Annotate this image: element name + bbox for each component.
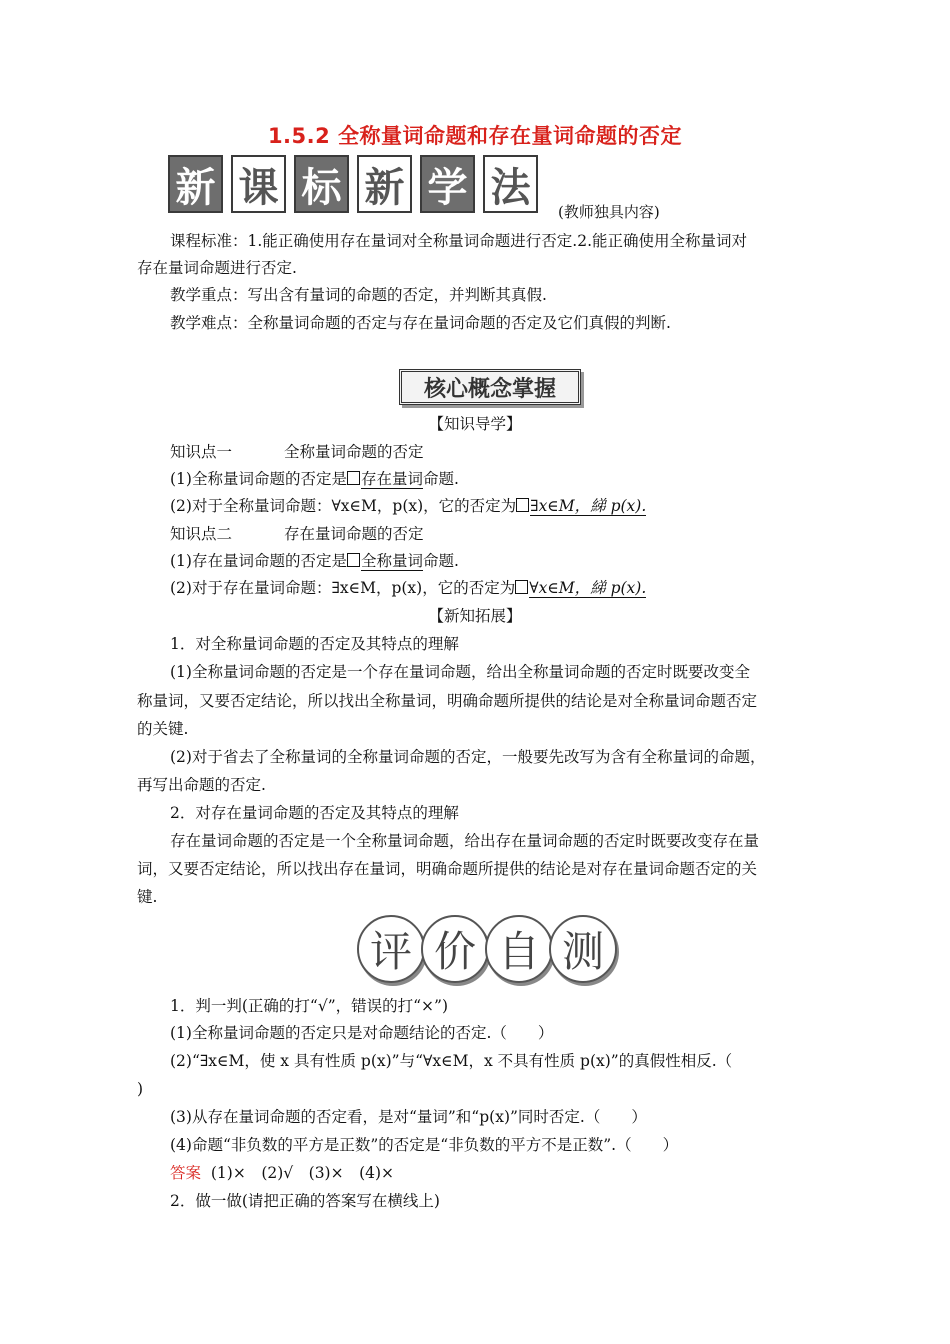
page-title: 1.5.2 全称量词命题和存在量词命题的否定 [267, 124, 683, 148]
paragraph-line: 存在量词命题的否定是一个全称量词命题，给出存在量词命题的否定时既要改变存在量 [170, 832, 760, 850]
banner-char: 课 [231, 155, 286, 213]
knowledge-guide-heading: 【知识导学】 [428, 415, 522, 433]
question-2-title: 2．做一做(请把正确的答案写在横线上) [170, 1192, 440, 1210]
kp-label: 知识点一 [170, 443, 233, 461]
answer-label: 答案 [170, 1164, 202, 1182]
question-1-title: 1．判一判(正确的打“√”，错误的打“×”) [170, 997, 449, 1015]
expand-item-title: 2．对存在量词命题的否定及其特点的理解 [170, 804, 459, 822]
teaching-key-point: 教学重点：写出含有量词的命题的否定，并判断其真假. [170, 286, 547, 304]
course-standard-line: 存在量词命题进行否定. [137, 259, 297, 277]
paragraph-line: 称量词，又要否定结论，所以找出全称量词，明确命题所提供的结论是对全称量词命题否定 [137, 692, 758, 710]
answer-line [170, 1162, 394, 1184]
section-core-concepts: 核心概念掌握 [399, 369, 581, 405]
answer-marker-icon [515, 580, 528, 594]
kp-title: 存在量词命题的否定 [284, 525, 424, 543]
banner-char: 评 [357, 915, 425, 983]
question-item: ) [137, 1080, 144, 1098]
answer-text: (1)× (2)√ (3)× (4)× [210, 1164, 395, 1182]
fill-answer: ∃x∈M，綈 p(x). [530, 497, 647, 515]
banner-char: 标 [294, 155, 349, 213]
kp2-statement-1: (1)存在量词命题的否定是 全称量词命题. [170, 552, 459, 570]
answer-marker-icon [516, 498, 529, 512]
kp1-statement-1: (1)全称量词命题的否定是 存在量词命题. [170, 470, 459, 488]
banner-char: 测 [549, 915, 617, 983]
paragraph-line: 词，又要否定结论，所以找出存在量词，明确命题所提供的结论是对存在量词命题否定的关 [137, 860, 758, 878]
course-standard-line: 课程标准：1.能正确使用存在量词对全称量词命题进行否定.2.能正确使用全称量词对 [170, 232, 748, 250]
teacher-note: (教师独具内容) [558, 203, 660, 221]
kp-title: 全称量词命题的否定 [284, 443, 424, 461]
kp2-statement-2: (2)对于存在量词命题：∃x∈M，p(x)，它的否定为 ∀x∈M，綈 p(x). [170, 579, 647, 597]
banner-char: 法 [483, 155, 538, 213]
expand-item-title: 1．对全称量词命题的否定及其特点的理解 [170, 635, 459, 653]
banner-char: 新 [357, 155, 412, 213]
banner-char: 新 [168, 155, 223, 213]
fill-answer: ∀x∈M，綈 p(x). [529, 579, 647, 597]
answer-marker-icon [347, 553, 360, 567]
new-curriculum-banner [168, 155, 538, 213]
paragraph-line: (1)全称量词命题的否定是一个存在量词命题，给出全称量词命题的否定时既要改变全 [170, 663, 750, 681]
banner-char: 自 [485, 915, 553, 983]
kp1-statement-2: (2)对于全称量词命题：∀x∈M，p(x)，它的否定为 ∃x∈M，綈 p(x). [170, 497, 647, 515]
banner-char: 价 [421, 915, 489, 983]
question-item: (3)从存在量词命题的否定看，是对“量词”和“p(x)”同时否定.（ ） [170, 1108, 647, 1126]
teaching-difficulty: 教学难点：全称量词命题的否定与存在量词命题的否定及它们真假的判断. [170, 314, 671, 332]
fill-answer: 全称量词 [360, 552, 423, 570]
fill-answer: 存在量词 [360, 470, 423, 488]
question-item: (4)命题“非负数的平方是正数”的否定是“非负数的平方不是正数”.（ ） [170, 1136, 679, 1154]
knowledge-point-1 [170, 441, 424, 463]
knowledge-point-2 [170, 523, 424, 545]
paragraph-line: (2)对于省去了全称量词的全称量词命题的否定，一般要先改写为含有全称量词的命题， [170, 748, 766, 766]
banner-char: 学 [420, 155, 475, 213]
paragraph-line: 的关键. [137, 720, 189, 738]
paragraph-line: 再写出命题的否定. [137, 776, 266, 794]
question-item: (2)“∃x∈M，使 x 具有性质 p(x)”与“∀x∈M，x 不具有性质 p(x)”的真假性相反.（ [170, 1052, 733, 1070]
knowledge-expand-heading: 【新知拓展】 [428, 607, 522, 625]
self-evaluation-banner [357, 915, 613, 983]
kp-label: 知识点二 [170, 525, 233, 543]
paragraph-line: 键. [137, 888, 158, 906]
question-item: (1)全称量词命题的否定只是对命题结论的否定.（ ） [170, 1024, 554, 1042]
answer-marker-icon [347, 471, 360, 485]
